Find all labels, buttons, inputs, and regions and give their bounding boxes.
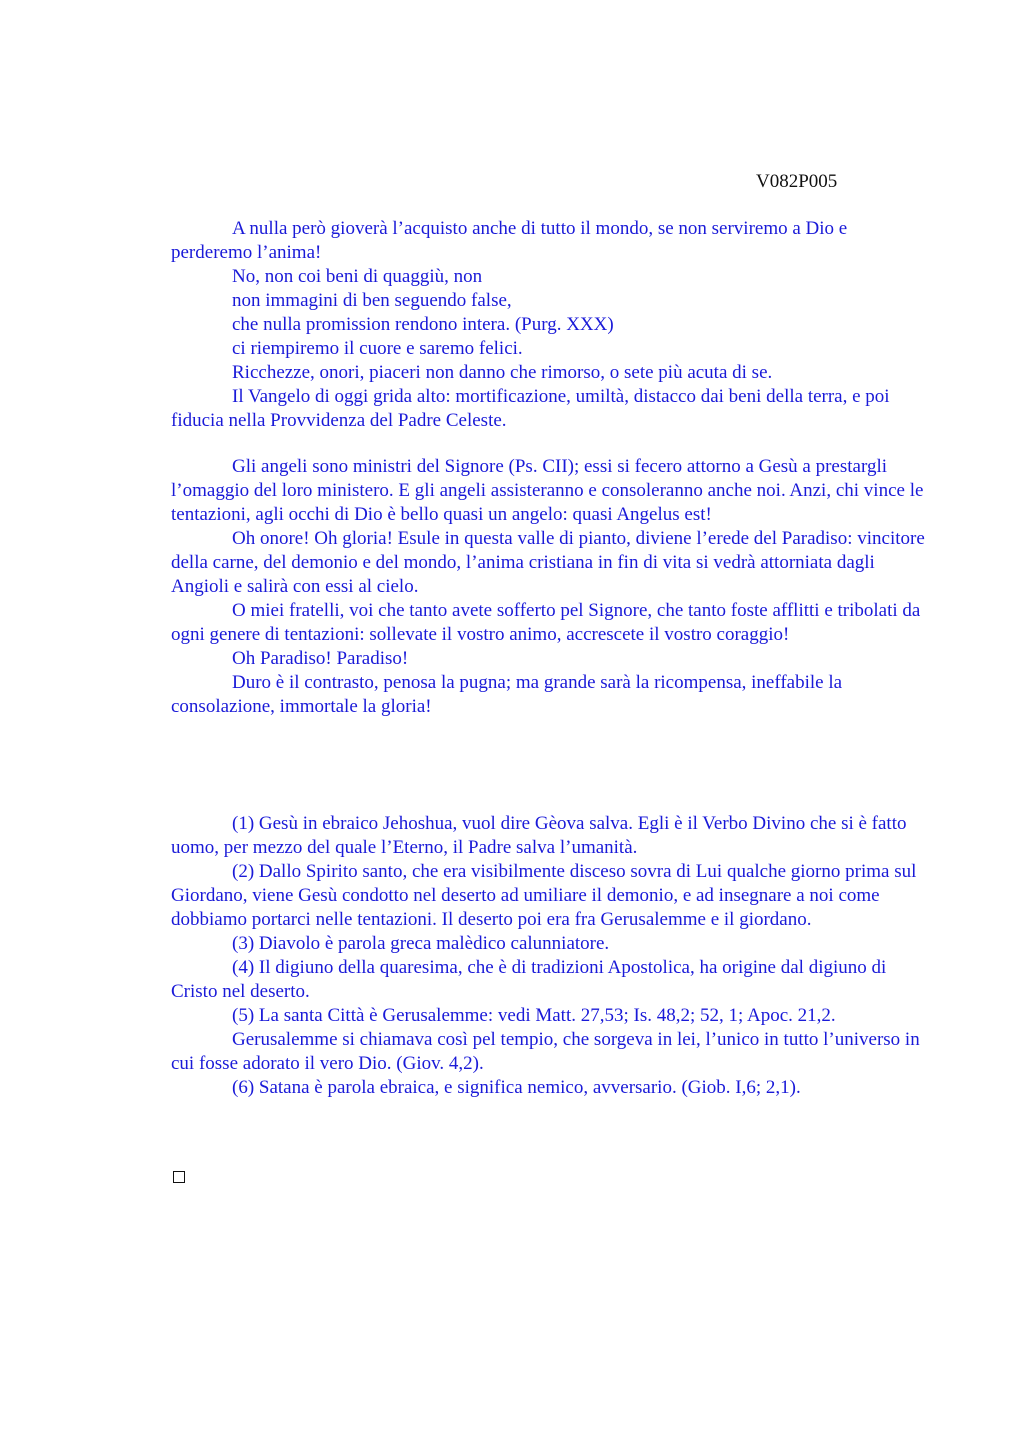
paragraph: Oh Paradiso! Paradiso! xyxy=(232,648,409,669)
footnote: (5) La santa Città è Gerusalemme: vedi Matt. 27,53; Is. 48,2; 52, 1; Apoc. 21,2. xyxy=(232,1005,836,1026)
footnote: (1) Gesù in ebraico Jehoshua, vuol dire Gèova salva. Egli è il Verbo Divino che si è fatto uomo, per mezzo del quale l’Eterno, il Padre salva l’umanità. xyxy=(171,813,907,858)
paragraph: O miei fratelli, voi che tanto avete sofferto pel Signore, che tanto foste afflitti e tribolati da ogni genere di tentazioni: sollevate il vostro animo, accrescete il vostro coraggio! xyxy=(171,600,921,645)
footnotes xyxy=(171,812,931,1100)
verse-line: non immagini di ben seguendo false, xyxy=(232,290,512,311)
paragraph: A nulla però gioverà l’acquisto anche di tutto il mondo, se non serviremo a Dio e perderemo l’anima! xyxy=(171,218,848,263)
section-angels xyxy=(171,455,931,719)
paragraph: Il Vangelo di oggi grida alto: mortificazione, umiltà, distacco dai beni della terra, e poi fiducia nella Provvidenza del Padre Celeste. xyxy=(171,386,890,431)
verse-line: ci riempiremo il cuore e saremo felici. xyxy=(232,338,523,359)
footnote: Gerusalemme si chiamava così pel tempio, che sorgeva in lei, l’unico in tutto l’universo in cui fosse adorato il vero Dio. (Giov. 4,2). xyxy=(171,1029,920,1074)
page-identifier: V082P005 xyxy=(756,171,838,192)
paragraph: Ricchezze, onori, piaceri non danno che rimorso, o sete più acuta di se. xyxy=(232,362,773,383)
verse-line: No, non coi beni di quaggiù, non xyxy=(232,266,483,287)
paragraph: Gli angeli sono ministri del Signore (Ps. CII); essi si fecero attorno a Gesù a prestargli l’omaggio del loro ministero. E gli angeli assisteranno e consoleranno anche noi. Anzi, chi vince le tentazioni, agli occhi di Dio è bello quasi un angelo: quasi Angelus est! xyxy=(171,456,924,525)
paragraph: Oh onore! Oh gloria! Esule in questa valle di pianto, diviene l’erede del Paradiso: vincitore della carne, del demonio e del mondo, l’anima cristiana in fin di vita si vedrà attorniata dagli Angioli e salirà con essi al cielo. xyxy=(171,528,925,597)
section-temptation-conclusion xyxy=(171,217,931,433)
footnote: (4) Il digiuno della quaresima, che è di tradizioni Apostolica, ha origine dal digiuno di Cristo nel deserto. xyxy=(171,957,887,1002)
footnote: (2) Dallo Spirito santo, che era visibilmente disceso sovra di Lui qualche giorno prima sul Giordano, viene Gesù condotto nel deserto ad umiliare il demonio, e ad insegnare a noi come dobbiamo portarci nelle tentazioni. Il deserto poi era fra Gerusalemme e il giordano. xyxy=(171,861,917,930)
footnote: (6) Satana è parola ebraica, e significa nemico, avversario. (Giob. I,6; 2,1). xyxy=(232,1077,801,1098)
end-marker-box xyxy=(173,1171,185,1183)
footnote: (3) Diavolo è parola greca malèdico calunniatore. xyxy=(232,933,610,954)
paragraph: Duro è il contrasto, penosa la pugna; ma grande sarà la ricompensa, ineffabile la consolazione, immortale la gloria! xyxy=(171,672,843,717)
verse-line: che nulla promission rendono intera. (Purg. XXX) xyxy=(232,314,614,335)
